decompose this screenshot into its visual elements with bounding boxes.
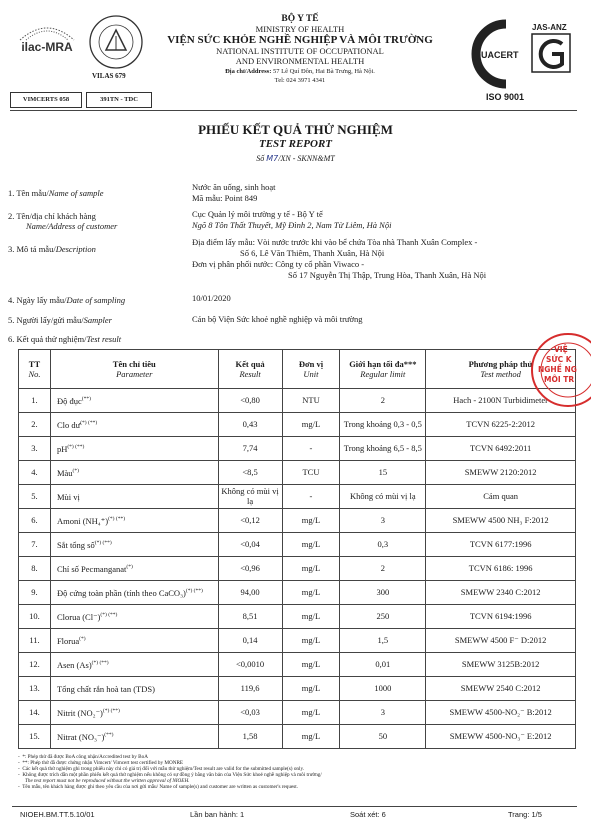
cell-limit: 0,01 xyxy=(340,653,426,677)
cell-method: SMEWW 2340 C:2012 xyxy=(426,581,576,605)
accreditation-mark: (*) xyxy=(126,563,133,570)
table-row xyxy=(19,653,576,677)
cell-limit: 2 xyxy=(340,557,426,581)
cell-limit: Trong khoảng 0,3 - 0,5 xyxy=(340,413,426,437)
accreditation-mark: (*) xyxy=(79,635,86,642)
cell-method: TCVN 6186: 1996 xyxy=(426,557,576,581)
cell-parameter: Florua(*) xyxy=(50,629,218,653)
table-row xyxy=(19,485,576,509)
table-row xyxy=(19,437,576,461)
cell-result: <0,96 xyxy=(218,557,282,581)
cell-result: 94,00 xyxy=(218,581,282,605)
footer-revision: Soát xét: 6 xyxy=(350,810,386,819)
cell-limit: 300 xyxy=(340,581,426,605)
report-number-handwritten: M7 xyxy=(266,154,279,163)
cell-unit: NTU xyxy=(282,389,340,413)
cell-limit: Trong khoảng 6,5 - 8,5 xyxy=(340,437,426,461)
cell-no: 12. xyxy=(19,653,51,677)
results-table xyxy=(18,349,576,749)
field-label-customer: 2. Tên/địa chỉ khách hàng Name/Address of customer xyxy=(8,211,118,231)
field-label-date: 4. Ngày lấy mẫu/Date of sampling xyxy=(8,295,126,305)
report-number xyxy=(0,154,591,163)
cell-result: <0,04 xyxy=(218,533,282,557)
cell-limit: 50 xyxy=(340,725,426,749)
table-row xyxy=(19,605,576,629)
footnote: - Tên mẫu, tên khách hàng được ghi theo yêu cầu của nơi gửi mẫu/ Name of sample(s) and customer are written as customer's request. xyxy=(18,784,299,791)
address-value: 57 Lê Quí Đôn, Hai Bà Trưng, Hà Nội. xyxy=(271,68,375,75)
ministry-en: MINISTRY OF HEALTH xyxy=(255,24,345,34)
table-row xyxy=(19,629,576,653)
footnote: - *: Phép thử đã được BoA công nhận/Accredited test by BoA xyxy=(18,754,148,760)
header-divider xyxy=(10,110,577,111)
footnote: - **: Phép thử đã được chứng nhận Vimcert/ Vimcert test certified by MONRE xyxy=(18,760,184,767)
cell-no: 5. xyxy=(19,485,51,509)
field-label-sample: 1. Tên mẫu/Name of sample xyxy=(8,188,104,198)
cell-unit: mg/L xyxy=(282,701,340,725)
report-number-prefix: Số xyxy=(256,154,265,163)
accreditation-mark: (*) xyxy=(72,467,79,474)
accreditation-mark: (*) (**) xyxy=(100,611,118,618)
vilas-code: VILAS 679 xyxy=(92,72,126,80)
cell-method: SMEWW 2120:2012 xyxy=(426,461,576,485)
accreditation-mark: (*) (**) xyxy=(108,515,126,522)
header-unit: Đơn vị Unit xyxy=(282,350,340,389)
cell-parameter: pH(*) (**) xyxy=(50,437,218,461)
cell-unit: mg/L xyxy=(282,413,340,437)
address-label: Địa chỉ/Address: xyxy=(225,68,272,75)
cell-no: 3. xyxy=(19,437,51,461)
field-label-description: 3. Mô tả mẫu/Description xyxy=(8,244,96,254)
footer-divider xyxy=(12,806,577,807)
ilac-mra-logo xyxy=(12,18,82,62)
jas-anz-text: JAS-ANZ xyxy=(532,23,567,32)
header-no: TT No. xyxy=(19,350,51,389)
cell-unit: mg/L xyxy=(282,533,340,557)
accreditation-mark: (*) (**) xyxy=(94,539,112,546)
table-row xyxy=(19,461,576,485)
cell-parameter: Amoni (NH₄⁺)(*) (**) xyxy=(50,509,218,533)
cell-no: 14. xyxy=(19,701,51,725)
cell-limit: 0,3 xyxy=(340,533,426,557)
cell-unit: mg/L xyxy=(282,725,340,749)
cell-parameter: Mùi vị xyxy=(50,485,218,509)
footer-issue: Lần ban hành: 1 xyxy=(190,810,245,819)
header-parameter: Tên chỉ tiêu Parameter xyxy=(50,350,218,389)
vimcerts-code: VIMCERTS 058 xyxy=(10,92,82,108)
field-value-customer: Cục Quản lý môi trường y tế - Bộ Y tế Ngõ 8 Tôn Thất Thuyết, Mỹ Đình 2, Nam Từ Liêm, Hà Nội xyxy=(192,209,392,230)
header-result: Kết quả Result xyxy=(218,350,282,389)
cell-result: <8,5 xyxy=(218,461,282,485)
table-row xyxy=(19,725,576,749)
cell-method: SMEWW 4500 NH₃ F:2012 xyxy=(426,509,576,533)
accreditation-mark: (**) xyxy=(81,395,91,402)
cell-limit: 1,5 xyxy=(340,629,426,653)
table-row xyxy=(19,677,576,701)
cell-method: Hach - 2100N Turbidimeter xyxy=(426,389,576,413)
cell-result: Không có mùi vị lạ xyxy=(218,485,282,509)
table-header-row xyxy=(19,350,576,389)
institute-en-1: NATIONAL INSTITUTE OF OCCUPATIONAL xyxy=(216,46,384,56)
cell-unit: mg/L xyxy=(282,629,340,653)
cell-result: 0,14 xyxy=(218,629,282,653)
footnote: The test report must not be reproduced without the written approval of NIOEH. xyxy=(25,778,190,785)
ilac-logo-text: ilac-MRA xyxy=(21,40,73,54)
cell-parameter: Màu(*) xyxy=(50,461,218,485)
cell-parameter: Asen (As)(*) (**) xyxy=(50,653,218,677)
cell-no: 9. xyxy=(19,581,51,605)
accreditation-mark: (*) (**) xyxy=(102,707,120,714)
cell-result: 0,43 xyxy=(218,413,282,437)
cell-parameter: Sắt tổng số(*) (**) xyxy=(50,533,218,557)
cell-method: Cảm quan xyxy=(426,485,576,509)
cell-parameter: Độ đục(**) xyxy=(50,389,218,413)
header-method: Phương pháp thử Test method xyxy=(426,350,576,389)
phone-line: Tel: 024 3971 4341 xyxy=(274,77,326,84)
cell-no: 13. xyxy=(19,677,51,701)
red-seal-stamp xyxy=(528,330,591,410)
report-number-suffix: /XN - SKNN&MT xyxy=(278,154,335,163)
quacert-text: QUACERT xyxy=(474,50,519,60)
cell-no: 8. xyxy=(19,557,51,581)
footnote: - Không được trích dẫn một phần phiếu kết quả thử nghiệm nếu không có sự đồng ý bằng văn bản của Viện Sức khoẻ nghề nghiệp và môi trường/ xyxy=(18,772,322,779)
cell-unit: mg/L xyxy=(282,509,340,533)
cell-result: <0,12 xyxy=(218,509,282,533)
field-value-date: 10/01/2020 xyxy=(192,293,231,303)
cell-result: 119,6 xyxy=(218,677,282,701)
field-value-description: Địa điểm lấy mẫu: Vòi nước trước khi vào bể chứa Tòa nhà Thanh Xuân Complex - Số 6, Lê Văn Thiêm, Thanh Xuân, Hà Nội Đơn vị phân phối nước: Công ty cổ phần Viwaco - Số 17 Nguyễn Thị Thập, Trung Hòa, Thanh Xuân, Hà Nội xyxy=(192,237,487,280)
cell-unit: - xyxy=(282,437,340,461)
quacert-logo xyxy=(466,18,576,94)
stamp-line-2: SỨC K xyxy=(546,355,572,364)
footer-form-code: NIOEH.BM.TT.5.10/01 xyxy=(20,810,95,819)
address-line xyxy=(155,68,445,75)
accreditation-mark: (**) xyxy=(104,731,114,738)
cell-parameter: Nitrit (NO₂⁻)(*) (**) xyxy=(50,701,218,725)
cell-no: 11. xyxy=(19,629,51,653)
footer-page: Trang: 1/5 xyxy=(508,810,542,819)
field-value-sample: Nước ăn uống, sinh hoạt Mã mẫu: Point 849 xyxy=(192,182,276,203)
cell-limit: 2 xyxy=(340,389,426,413)
footnote: - Các kết quả thử nghiệm ghi trong phiếu này chỉ có giá trị đối với mẫu thử nghiệm/Test result are valid for the submitted sample(s) only. xyxy=(18,766,305,773)
cell-result: 8,51 xyxy=(218,605,282,629)
accreditation-mark: (*) (**) xyxy=(67,443,85,450)
report-title xyxy=(0,122,591,163)
cell-parameter: Nitrat (NO₃⁻)(**) xyxy=(50,725,218,749)
table-row xyxy=(19,509,576,533)
cell-no: 2. xyxy=(19,413,51,437)
stamp-line-4: MÔI TR xyxy=(544,375,575,384)
footnotes xyxy=(18,754,578,791)
cell-unit: mg/L xyxy=(282,677,340,701)
cell-method: SMEWW 4500-NO₂⁻ B:2012 xyxy=(426,701,576,725)
cell-method: TCVN 6177:1996 xyxy=(426,533,576,557)
cell-result: <0,03 xyxy=(218,701,282,725)
cell-unit: mg/L xyxy=(282,557,340,581)
cell-no: 4. xyxy=(19,461,51,485)
cell-parameter: Tổng chất rắn hoà tan (TDS) xyxy=(50,677,218,701)
cell-result: 1,58 xyxy=(218,725,282,749)
table-row xyxy=(19,581,576,605)
ministry-vn: BỘ Y TẾ xyxy=(281,14,319,24)
title-vn: PHIẾU KẾT QUẢ THỬ NGHIỆM xyxy=(198,122,393,137)
cell-method: SMEWW 2540 C:2012 xyxy=(426,677,576,701)
cell-method: TCVN 6225-2:2012 xyxy=(426,413,576,437)
field-label-sampler: 5. Người lấy/gửi mẫu/Sampler xyxy=(8,315,112,325)
accreditation-mark: (*) (**) xyxy=(91,659,109,666)
cell-unit: mg/L xyxy=(282,581,340,605)
table-row xyxy=(19,557,576,581)
field-label-test-result: 6. Kết quả thử nghiệm/Test result xyxy=(8,334,122,344)
iso-badge: ISO 9001 xyxy=(486,92,525,102)
title-en: TEST REPORT xyxy=(258,138,333,150)
table-row xyxy=(19,533,576,557)
cell-result: 7,74 xyxy=(218,437,282,461)
institute-header xyxy=(155,14,445,84)
table-row xyxy=(19,413,576,437)
cell-limit: 1000 xyxy=(340,677,426,701)
cell-no: 6. xyxy=(19,509,51,533)
cell-method: TCVN 6194:1996 xyxy=(426,605,576,629)
cell-no: 15. xyxy=(19,725,51,749)
cell-result: <0,0010 xyxy=(218,653,282,677)
cell-no: 7. xyxy=(19,533,51,557)
cell-method: SMEWW 4500 F⁻ D:2012 xyxy=(426,629,576,653)
institute-vn: VIỆN SỨC KHỎE NGHỀ NGHIỆP VÀ MÔI TRƯỜNG xyxy=(167,34,433,46)
cell-result: <0,80 xyxy=(218,389,282,413)
vilas-logo xyxy=(88,14,144,72)
accreditation-mark: (*) (**) xyxy=(80,419,98,426)
cell-method: SMEWW 3125B:2012 xyxy=(426,653,576,677)
cell-unit: mg/L xyxy=(282,653,340,677)
table-row xyxy=(19,701,576,725)
tdc-code: 391TN - TDC xyxy=(86,92,152,108)
field-value-sampler: Cán bộ Viện Sức khoẻ nghề nghiệp và môi trường xyxy=(192,314,363,324)
table-row xyxy=(19,389,576,413)
cell-limit: Không có mùi vị lạ xyxy=(340,485,426,509)
cell-unit: - xyxy=(282,485,340,509)
stamp-line-3: NGHỀ NG xyxy=(538,365,577,374)
cell-method: TCVN 6492:2011 xyxy=(426,437,576,461)
cell-parameter: Clorua (Cl⁻)(*) (**) xyxy=(50,605,218,629)
cell-no: 1. xyxy=(19,389,51,413)
cell-limit: 3 xyxy=(340,509,426,533)
cell-unit: TCU xyxy=(282,461,340,485)
cell-parameter: Clo dư(*) (**) xyxy=(50,413,218,437)
cell-limit: 3 xyxy=(340,701,426,725)
cell-method: SMEWW 4500-NO₃⁻ E:2012 xyxy=(426,725,576,749)
header-limit: Giới hạn tối đa*** Regular limit xyxy=(340,350,426,389)
accreditation-mark: (*) (**) xyxy=(185,587,203,594)
institute-en-2: AND ENVIRONMENTAL HEALTH xyxy=(235,56,365,66)
cell-unit: mg/L xyxy=(282,605,340,629)
cell-parameter: Độ cứng toàn phần (tính theo CaCO₃)(*) (**) xyxy=(50,581,218,605)
stamp-line-1: VIỆ xyxy=(554,345,568,354)
cell-no: 10. xyxy=(19,605,51,629)
cell-parameter: Chỉ số Pecmanganat(*) xyxy=(50,557,218,581)
cell-limit: 15 xyxy=(340,461,426,485)
cell-limit: 250 xyxy=(340,605,426,629)
